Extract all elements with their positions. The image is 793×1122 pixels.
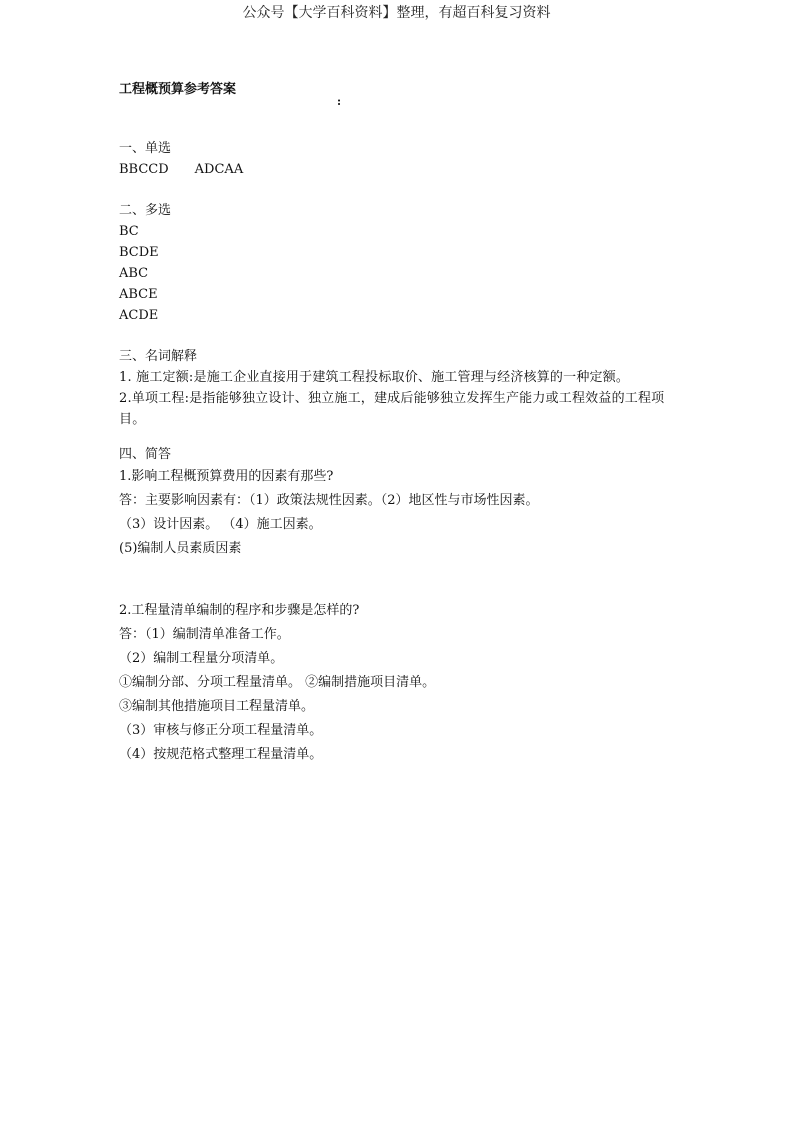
answer-line: （3）审核与修正分项工程量清单。 <box>119 723 323 738</box>
answer-line: (5)编制人员素质因素 <box>119 541 242 556</box>
single-choice-answers <box>119 159 689 180</box>
single-choice-answer-group: BBCCD <box>119 162 169 177</box>
spacer <box>119 561 689 599</box>
question-2: 2.工程量清单编制的程序和步骤是怎样的? <box>119 603 360 618</box>
page-header: 公众号【大学百科资料】整理，有超百科复习资料 <box>242 5 551 21</box>
answer-line: ③编制其他措施项目工程量清单。 <box>119 699 315 714</box>
answer-line: （2）编制工程量分项清单。 <box>119 651 284 666</box>
spacer <box>119 430 689 444</box>
spacer <box>119 180 689 200</box>
single-choice-answer-group: ADCAA <box>194 162 244 177</box>
term-definition: 1. 施工定额:是施工企业直接用于建筑工程投标取价、施工管理与经济核算的一种定额。 <box>119 370 630 385</box>
multiple-choice-answer: ABC <box>119 266 149 281</box>
answer-line: 答：主要影响因素有：（1）政策法规性因素。（2）地区性与市场性因素。 <box>119 493 539 508</box>
section-heading-short-answer: 四、简答 <box>119 447 172 462</box>
multiple-choice-answer: ACDE <box>119 308 159 323</box>
answer-line: 答：（1）编制清单准备工作。 <box>119 627 290 642</box>
document-title: 工程概预算参考答案 <box>119 82 237 97</box>
multiple-choice-answer: BC <box>119 224 139 239</box>
section-heading-multiple-choice: 二、多选 <box>119 203 172 218</box>
answer-line: （3）设计因素。 （4）施工因素。 <box>119 517 322 532</box>
multiple-choice-answer: BCDE <box>119 245 159 260</box>
question-1: 1.影响工程概预算费用的因素有那些? <box>119 469 334 484</box>
term-definition: 2.单项工程:是指能够独立设计、独立施工，建成后能够独立发挥生产能力或工程效益的工程项目。 <box>119 391 665 427</box>
answer-line: ①编制分部、分项工程量清单。 ②编制措施项目清单。 <box>119 675 436 690</box>
section-heading-single-choice: 一、单选 <box>119 141 172 156</box>
spacer <box>119 326 689 346</box>
answer-line: （4）按规范格式整理工程量清单。 <box>119 747 323 762</box>
multiple-choice-answer: ABCE <box>119 287 158 302</box>
spacer <box>119 100 689 138</box>
section-heading-terms: 三、名词解释 <box>119 349 198 364</box>
document-body <box>119 80 689 767</box>
stray-mark: : <box>337 95 342 108</box>
